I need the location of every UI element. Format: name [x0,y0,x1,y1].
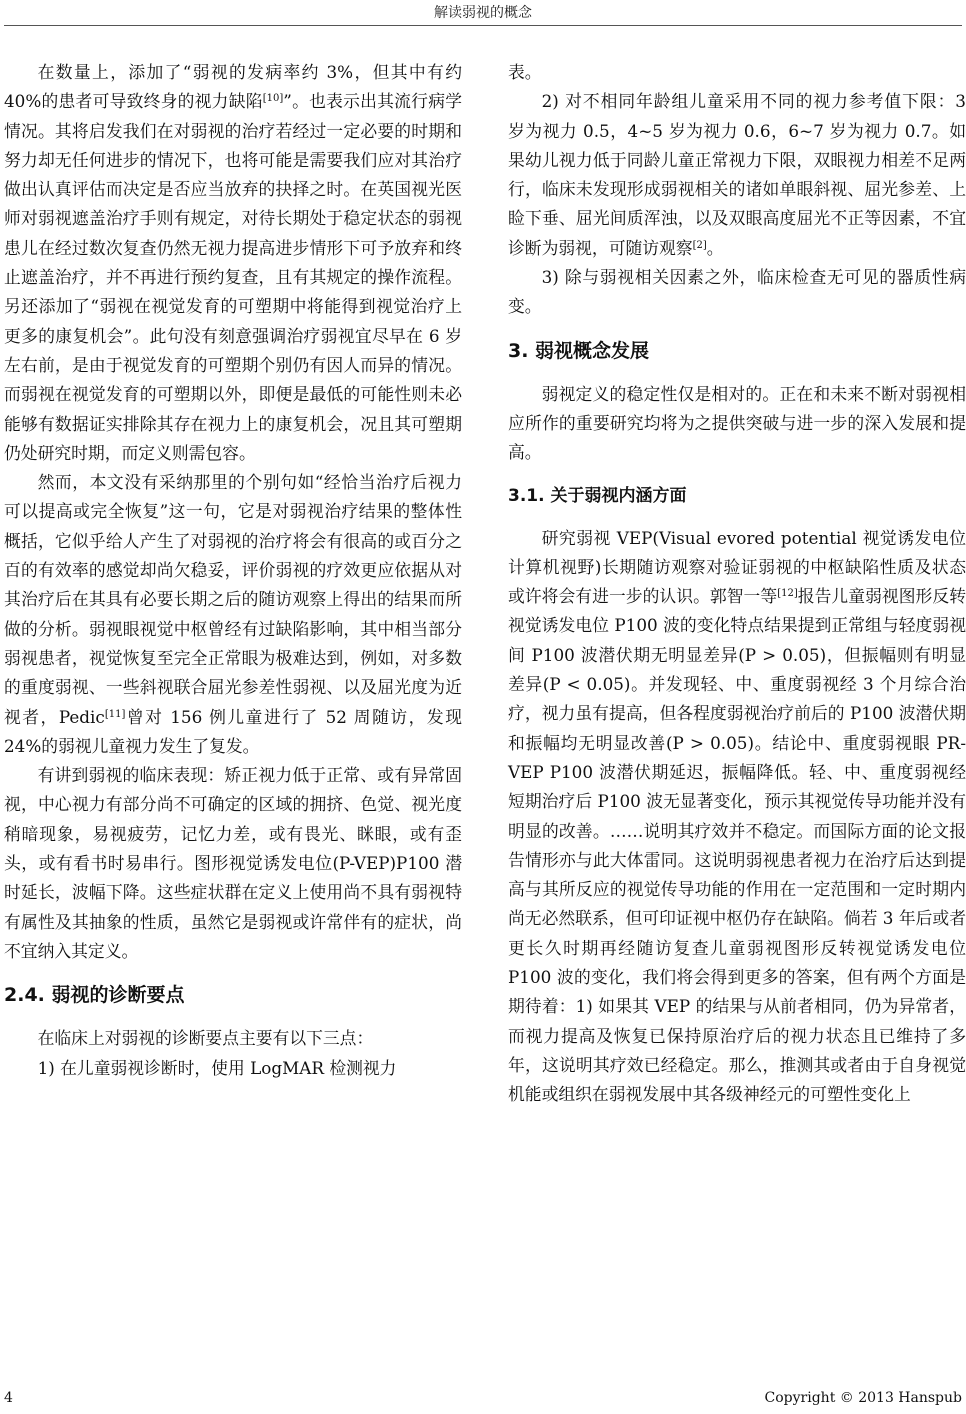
running-header: 解读弱视的概念 [434,5,532,21]
text: ”。也表示出其流行病学情况。其将启发我们在对弱视的治疗若经过一定必要的时期和努力却无任何进步的情况下，也将可能是需要我们应对其治疗做出认真评估而决定是否应当放弃的抉择之时。在英国视光医师对弱视遮盖治疗手则有规定，对待长期处于稳定状态的弱视患儿在经过数次复查仍然无视力提高进步情形下可予放弃和终止遮盖治疗，并不再进行预约复查，且有其规定的操作流程。另还添加了“弱视在视觉发育的可塑期中将能得到视觉治疗上更多的康复机会”。此句没有刻意强调治疗弱视宜尽早在 6 岁左右前，是由于视觉发育的可塑期个别仍有因人而异的情况。而弱视在视觉发育的可塑期以外，即便是最低的可能性则未必能够有数据证实排除其存在视力上的康复机会，况且其可塑期仍处研究时期，而定义则需包容。 [4,91,462,463]
page-number: 4 [4,1390,13,1406]
text: 在数量上，添加了“弱视的发病率约 3%，但其中有约 40%的患者可导致终身的视力缺陷 [4,62,462,112]
paragraph-diagnosis-point-1: 1) 在儿童弱视诊断时，使用 LogMAR 检测视力 [37,1057,397,1078]
text: 研究弱视 VEP(Visual evored potential 视觉诱发电位计算机视野)长期随访观察对验证弱视的中枢缺陷性质及状态或许将会有进一步的认识。郭智一等 [508,527,966,607]
section-heading-3-1: 3.1. 关于弱视内涵方面 [508,485,687,506]
paragraph-diagnosis-point-2 [508,87,966,263]
paragraph-concept-development: 弱视定义的稳定性仅是相对的。正在和未来不断对弱视相应所作的重要研究均将为之提供突破与进一步的深入发展和提高。 [508,383,966,463]
citation-2: [2] [692,239,707,251]
text: 曾对 156 例儿童进行了 52 周随访，发现 24%的弱视儿童视力发生了复发。 [4,706,462,756]
paragraph-continuation: 表。 [508,62,542,82]
header-rule [4,25,962,26]
paragraph-clinical-signs: 有讲到弱视的临床表现：矫正视力低于正常、或有异常固视，中心视力有部分尚不可确定的区域的拥挤、色觉、视光度稍暗现象，易视疲劳，记忆力差，或有畏光、眯眼，或有歪头，或有看书时易串行。图形视觉诱发电位(P-VEP)P100 潜时延长，波幅下降。这些症状群在定义上使用尚不具有弱视特有属性及其抽象的性质，虽然它是弱视或许常伴有的症状，尚不宜纳入其定义。 [4,765,462,961]
citation-11: [11] [104,708,126,720]
text: 然而，本文没有采纳那里的个别句如“经恰当治疗后视力可以提高或完全恢复”这一句，它是对弱视治疗结果的整体性概括，它似乎给人产生了对弱视的治疗将会有很高的或百分之百的有效率的感觉却尚欠稳妥，评价弱视的疗效更应依据从对其治疗后在其具有必要长期之后的随访观察上得出的结果而所做的分析。弱视眼视觉中枢曾经有过缺陷影响，其中相当部分弱视患者，视觉恢复至完全正常眼为极难达到，例如，对多数的重度弱视、一些斜视联合屈光参差性弱视、以及屈光度为近视者，Pedic [4,472,462,727]
citation-10: [10] [262,93,284,105]
citation-12: [12] [777,588,798,600]
section-heading-2-4: 2.4. 弱视的诊断要点 [4,984,185,1007]
paragraph-prevalence [4,58,462,468]
paragraph-diagnosis-intro: 在临床上对弱视的诊断要点主要有以下三点： [37,1028,374,1049]
paragraph-treatment-outcome [4,468,462,761]
section-heading-3: 3. 弱视概念发展 [508,339,650,362]
right-column [508,58,966,1110]
paragraph-vep-research [508,524,966,1110]
paragraph-diagnosis-point-3: 3) 除与弱视相关因素之外，临床检查无可见的器质性病变。 [508,267,966,317]
copyright: Copyright © 2013 Hanspub [764,1390,962,1406]
text: 2) 对不相同年龄组儿童采用不同的视力参考值下限：3 岁为视力 0.5，4~5 岁为视力 0.6，6~7 岁为视力 0.7。如果幼儿视力低于同龄儿童正常视力下限，双眼视力相差不足两行，临床未发现形成弱视相关的诸如单眼斜视、屈光参差、上睑下垂、屈光间质浑浊，以及双眼高度屈光不正等因素，不宜诊断为弱视，可随访观察 [508,91,966,258]
text: 。 [706,237,724,258]
left-column [4,58,462,1083]
text: 报告儿童弱视图形反转视觉诱发电位 P100 波的变化特点结果提到正常组与轻度弱视间 P100 波潜伏期无明显差异(P > 0.05)，但振幅则有明显差异(P < 0.05)。并发现轻、中、重度弱视经 3 个月综合治疗，视力虽有提高，但各程度弱视治疗前后的 P100 波潜伏期和振幅均无明显改善(P > 0.05)。结论中、重度弱视眼 PR-VEP P100 波潜伏期延迟，振幅降低。轻、中、重度弱视经短期治疗后 P100 波无显著变化，预示其视觉传导功能并没有明显的改善。……说明其疗效并不稳定。而国际方面的论文报告情形亦与此大体雷同。这说明弱视患者视力在治疗后达到提高与其所反应的视觉传导功能的作用在一定范围和一定时期内尚无必然联系，但可印证视中枢仍存在缺陷。倘若 3 年后或者更长久时期再经随访复查儿童弱视图形反转视觉诱发电位 P100 波的变化，我们将会得到更多的答案，但有两个方面是期待着：1) 如果其 VEP 的结果与从前者相同，仍为异常者，而视力提高及恢复已保持原治疗后的视力状态且已维持了多年，这说明其疗效已经稳定。那么，推测其或者由于自身视觉机能或组织在弱视发展中其各级神经元的可塑性变化上 [508,586,966,1105]
